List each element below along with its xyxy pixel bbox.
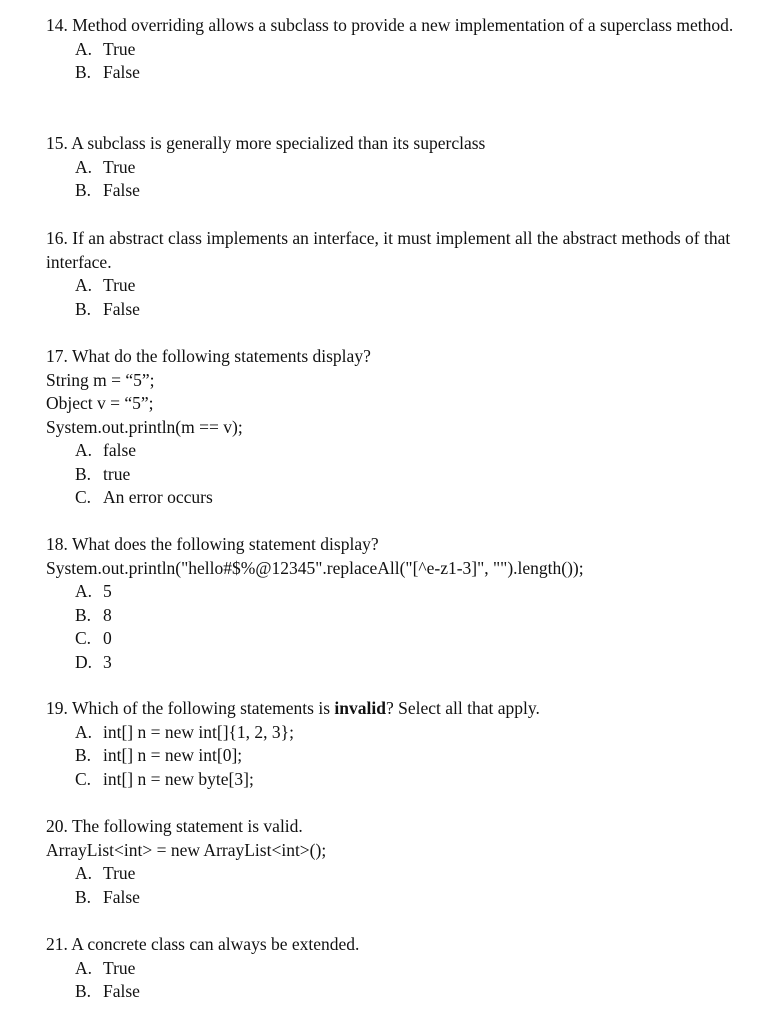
option-letter: B. [75,298,92,319]
option-text: int[] n = new int[]{1, 2, 3}; [103,721,294,742]
option-b [75,179,767,203]
option-text: 8 [103,604,112,625]
option-b [75,604,767,628]
option-text: int[] n = new byte[3]; [103,768,254,789]
question-text: What does the following statement display? [71,534,379,554]
question-16 [46,227,767,321]
option-letter: B. [75,604,92,625]
option-text: false [103,440,137,460]
option-b [75,886,767,910]
question-number: 14. [46,15,68,35]
question-text-end: ? Select all that apply. [385,698,540,718]
option-letter: B. [75,886,92,907]
question-14 [46,14,767,85]
option-letter: B. [75,981,92,1001]
option-letter: A. [75,275,93,295]
question-15 [46,132,767,203]
option-letter: B. [75,745,92,765]
option-text: int[] n = new int[0]; [103,745,243,765]
question-stem [46,132,767,156]
option-c [75,627,767,651]
question-17 [46,345,767,510]
option-text: True [103,275,136,295]
question-stem [46,345,767,369]
option-text: True [103,957,136,978]
option-text: 3 [103,651,112,672]
option-a [75,38,767,62]
option-text: False [103,886,140,907]
option-letter: C. [75,487,92,507]
question-text: A concrete class can always be extended. [71,934,360,954]
option-letter: B. [75,62,92,82]
option-d [75,651,767,675]
option-text: True [103,156,136,177]
option-c [75,768,767,792]
option-b [75,980,767,1004]
question-text: What do the following statements display? [71,346,371,366]
option-letter: A. [75,863,93,883]
question-number: 16. [46,228,68,248]
option-letter: D. [75,651,93,672]
option-a [75,580,767,604]
option-text: False [103,298,140,319]
option-letter: A. [75,440,93,460]
option-text: An error occurs [103,487,213,507]
option-a [75,721,767,745]
question-stem [46,933,767,957]
question-stem [46,227,767,274]
option-letter: A. [75,721,93,742]
question-number: 18. [46,534,68,554]
option-b [75,744,767,768]
option-text: False [103,981,140,1001]
code-line: System.out.println("hello#$%@12345".replaceAll("[^e-z1-3]", "").length()); [46,557,584,578]
code-line: ArrayList<int> = new ArrayList<int>(); [46,839,327,860]
option-letter: C. [75,628,92,648]
code-line: System.out.println(m == v); [46,416,243,437]
question-number: 21. [46,934,68,954]
option-b [75,463,767,487]
question-number: 20. [46,816,68,836]
option-text: True [103,863,136,883]
option-text: 5 [103,581,112,601]
code-line: String m = “5”; [46,369,155,390]
emphasis-word: invalid [334,698,386,718]
question-text: If an abstract class implements an interface, it must implement all the abstract methods of that interface. [46,228,731,272]
question-20 [46,815,767,909]
question-stem [46,533,767,557]
option-a [75,439,767,463]
option-text: 0 [103,628,112,648]
question-text: A subclass is generally more specialized than its superclass [71,133,486,153]
option-letter: C. [75,768,92,789]
question-text: Method overriding allows a subclass to provide a new implementation of a superclass method. [72,15,734,35]
option-text: True [103,38,136,59]
question-stem [46,815,767,839]
option-text: False [103,62,140,82]
option-letter: B. [75,180,92,200]
option-letter: A. [75,38,93,59]
question-19 [46,697,767,791]
question-21 [46,933,767,1004]
question-text: The following statement is valid. [71,816,303,836]
option-text: False [103,180,140,200]
question-18 [46,533,767,674]
option-b [75,61,767,85]
question-stem [46,14,767,38]
question-number: 15. [46,133,68,153]
question-text: Which of the following statements is [71,698,331,718]
option-a [75,156,767,180]
option-letter: A. [75,581,93,601]
option-text: true [103,463,131,484]
option-letter: A. [75,957,93,978]
option-letter: A. [75,156,93,177]
question-stem [46,697,767,721]
option-a [75,274,767,298]
question-number: 19. [46,698,68,718]
option-c [75,486,767,510]
question-number: 17. [46,346,68,366]
option-letter: B. [75,463,92,484]
code-line: Object v = “5”; [46,393,154,413]
option-a [75,862,767,886]
option-a [75,957,767,981]
option-b [75,298,767,322]
